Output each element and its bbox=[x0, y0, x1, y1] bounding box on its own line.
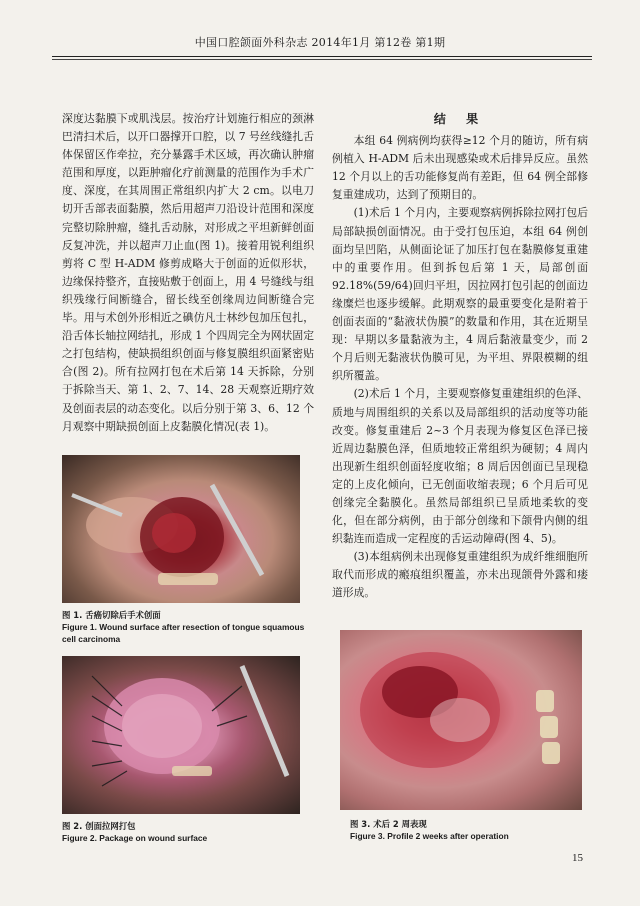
page-number: 15 bbox=[572, 852, 583, 864]
figure-3-caption-cn: 图 3. 术后 2 周表现 bbox=[350, 819, 427, 829]
header-rule bbox=[52, 56, 592, 57]
figure-2-photo bbox=[62, 656, 300, 814]
header-rule-thin bbox=[52, 59, 592, 60]
figure-2-caption bbox=[62, 820, 312, 844]
body-paragraph: 深度达黏膜下或肌浅层。按治疗计划施行相应的颈淋巴清扫术后，以开口器撑开口腔，以 7 号丝线缝扎舌体保留区作牵拉，充分暴露手术区域，再次确认肿瘤范围和厚度，以距肿瘤化疗前测量的范围作为手术广度、深度，在其周围正常组织内扩大 2 cm。以电刀切开舌部表面黏膜，然后用超声刀沿设计范围和深度完整切除肿瘤，缝扎舌动脉，对形成之平坦新鲜创面反复冲洗，并以超声刀止血(图 1)。接着用锐利组织剪将 C 型 H-ADM 修剪成略大于创面的近似形状，边缘保持整齐，直接贴敷于创面上，用 4 号缝线与组织残缘行间断缝合，留长线至创缘周边间断缝合完毕。用与术创外形相近之碘仿凡士林纱包加压包扎，沿舌体长轴拉网结扎，形成 1 个四周完全为网状固定之打包结构，使缺损组织创面与修复膜组织面紧密贴合(图 2)。所有拉网打包在术后第 14 天拆除，分别于拆除当天、第 1、2、7、14、28 天观察近期疗效及创面表层的动态变化。以后分别于第 3、6、12 个月观察中期缺损创面上皮黏膜化情况(表 1)。 bbox=[62, 112, 314, 433]
body-paragraph: (2)术后 1 个月，主要观察修复重建组织的色泽、质地与周围组织的关系以及局部组织的活动度等功能改变。修复重建后 2~3 个月表现为修复区色泽已接近周边黏膜色泽，但质地较正常组织为硬韧；4 周内出现新生组织创面轻度收缩；8 周后因创面已呈现稳定的上皮化倾向，已无创面收缩表现；6 个月后可见创缘完全黏膜化。虽然局部组织已呈质地柔软的变化，但在部分病例，由于部分创缘和下颌骨内侧的组织黏连而造成一定程度的舌运动障碍(图 4、5)。 bbox=[332, 387, 588, 546]
figure-2-caption-cn: 图 2. 创面拉网打包 bbox=[62, 821, 136, 831]
body-paragraph: (1)术后 1 个月内，主要观察病例拆除拉网打包后局部缺损创面情况。由于受打包压迫，本组 64 例创面均呈凹陷，从侧面论证了加压打包在黏膜修复重建中的重要作用。但到拆包后第 1 天，局部创面 92.18%(59/64)回归平坦，因拉网打包引起的创面边缘糜烂也逐步缓解。此期观察的最重要变化是附着于创面表面的“黏液状伪膜”的数量和作用，其在近期呈现：早期以多量黏液为主，4 周后黏液量变少，而 2 个月后则无黏液状伪膜可见，为平坦、界限模糊的组织所覆盖。 bbox=[332, 206, 588, 383]
figure-2-caption-en: Figure 2. Package on wound surface bbox=[62, 833, 208, 843]
running-head: 中国口腔颌面外科杂志 2014年1月 第12卷 第1期 bbox=[194, 36, 446, 49]
left-column bbox=[62, 110, 314, 436]
figure-3-caption bbox=[350, 818, 590, 842]
figure-3-caption-en: Figure 3. Profile 2 weeks after operation bbox=[350, 831, 509, 841]
right-column bbox=[332, 110, 588, 603]
body-paragraph: (3)本组病例未出现修复重建组织为成纤维细胞所取代而形成的瘢痕组织覆盖，亦未出现颌骨外露和瘘道形成。 bbox=[332, 550, 588, 600]
figure-1-caption-en: Figure 1. Wound surface after resection of tongue squamous cell carcinoma bbox=[62, 622, 305, 644]
figure-3-photo bbox=[340, 630, 582, 810]
figure-1-caption bbox=[62, 609, 312, 645]
section-title-results: 结 果 bbox=[433, 112, 487, 126]
figure-1-caption-cn: 图 1. 舌癌切除后手术创面 bbox=[62, 610, 161, 620]
body-paragraph: 本组 64 例病例均获得≥12 个月的随访，所有病例植入 H-ADM 后未出现感染或术后排异反应。虽然 12 个月以上的舌功能修复尚有差距，但 64 例全部修复重建成功，达到了预期目的。 bbox=[332, 134, 588, 202]
figure-1-photo bbox=[62, 455, 300, 603]
